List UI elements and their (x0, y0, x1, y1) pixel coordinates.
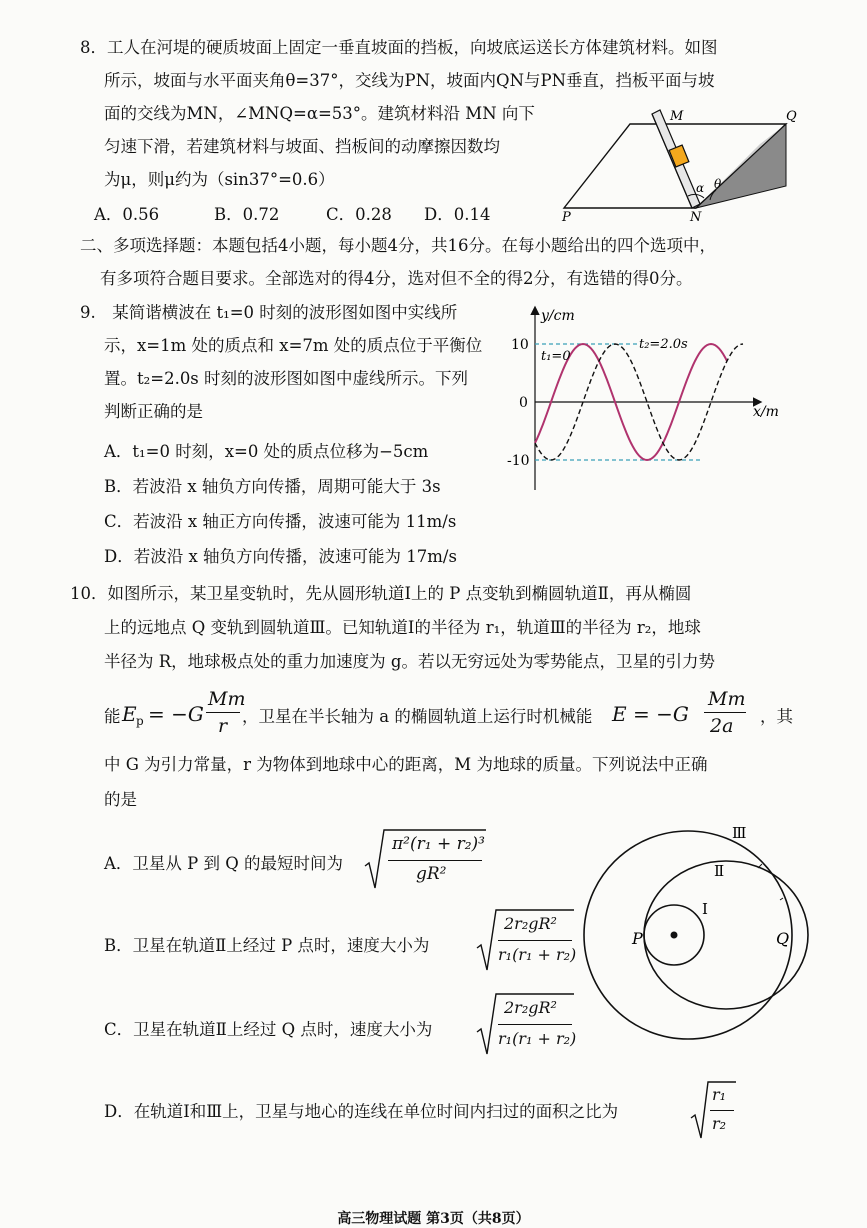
label-ii: Ⅱ (714, 862, 725, 880)
rad-d-num: r₁ (712, 1085, 727, 1104)
page-footer: 高三物理试题 第3页（共8页） (337, 1211, 530, 1227)
q9-option-d: D．若波沿 x 轴负方向传播，波速可能为 17m/s (104, 547, 457, 566)
label-m: M (670, 109, 684, 124)
orbit-iii (584, 831, 792, 1039)
q10-option-a: A．卫星从 P 到 Q 的最短时间为 (104, 854, 344, 873)
t1-label: t₁=0 (541, 349, 571, 364)
q10-option-d: D．在轨道Ⅰ和Ⅲ上，卫星与地心的连线在单位时间内扫过的面积之比为 (104, 1102, 619, 1121)
q8-line-3: 面的交线为MN，∠MNQ=α=53°。建筑材料沿 MN 向下 (104, 104, 535, 123)
t2-label: t₂=2.0s (639, 337, 688, 352)
q8-option-b: B．0.72 (214, 205, 280, 224)
radical-b (476, 908, 576, 974)
rad-b-num: 2r₂gR² (504, 914, 557, 933)
q10-line-2: 上的远地点 Q 变轨到圆轨道Ⅲ。已知轨道Ⅰ的半径为 r₁，轨道Ⅲ的半径为 r₂，地球 (104, 618, 701, 637)
q9-line-2: 示，x=1m 处的质点和 x=7m 处的质点位于平衡位 (104, 336, 483, 355)
q8-option-a: A．0.56 (94, 205, 160, 224)
radical-a (364, 828, 488, 892)
formula-ep (122, 688, 262, 736)
q8-line-1: 8．工人在河堤的硬质坡面上固定一垂直坡面的挡板，向坡底运送长方体建筑材料。如图 (80, 38, 718, 57)
formula-e (612, 688, 746, 737)
label-p: P (632, 929, 643, 948)
rad-b-den: r₁(r₁ + r₂) (498, 945, 577, 964)
tick-minus-10: -10 (507, 453, 530, 469)
label-theta: θ (714, 177, 722, 191)
ep-eq: = −G (148, 702, 204, 726)
rad-a-den: gR² (416, 864, 447, 884)
rad-a-num: π²(r₁ + r₂)³ (392, 834, 486, 854)
e-lhs: E = −G (612, 702, 689, 726)
q8-line-4: 匀速下滑，若建筑材料与坡面、挡板间的动摩擦因数均 (104, 137, 500, 156)
section-2-line-1: 二、多项选择题：本题包括4小题，每小题4分，共16分。在每小题给出的四个选项中， (80, 236, 716, 255)
q9-line-4: 判断正确的是 (104, 402, 203, 421)
q8-line-2: 所示，坡面与水平面夹角θ=37°，交线为PN，坡面内QN与PN垂直，挡板平面与坡 (104, 71, 715, 90)
rad-c-num: 2r₂gR² (504, 998, 557, 1017)
q10-option-c: C．卫星在轨道Ⅱ上经过 Q 点时，速度大小为 (104, 1020, 433, 1039)
e-num: Mm (708, 688, 746, 710)
y-axis-label: y/cm (541, 308, 575, 324)
q8-option-d: D．0.14 (424, 205, 491, 224)
ep-sub: p (136, 714, 144, 728)
q10-option-b: B．卫星在轨道Ⅱ上经过 P 点时，速度大小为 (104, 936, 430, 955)
tick-10: 10 (511, 337, 529, 353)
q10-line-4a: 能 (104, 707, 121, 726)
q9-option-c: C．若波沿 x 轴正方向传播，波速可能为 11m/s (104, 512, 457, 531)
q9-wave-figure (505, 300, 790, 495)
q10-line-5: 中 G 为引力常量，r 为物体到地球中心的距离，M 为地球的质量。下列说法中正确 (104, 755, 708, 774)
rad-d-den: r₂ (712, 1114, 727, 1133)
label-alpha: α (696, 181, 705, 195)
radical-c (476, 992, 576, 1058)
q8-line-5: 为μ，则μ约为（sin37°=0.6） (104, 170, 335, 189)
earth-center (671, 932, 678, 939)
ep-den: r (218, 715, 228, 737)
q10-line-1: 10．如图所示，某卫星变轨时，先从圆形轨道Ⅰ上的 P 点变轨到椭圆轨道Ⅱ，再从椭圆 (70, 584, 692, 603)
section-2-line-2: 有多项符合题目要求。全部选对的得4分，选对但不全的得2分，有选错的得0分。 (100, 269, 693, 288)
ep-lhs: E (122, 702, 137, 726)
radical-d (690, 1080, 738, 1142)
ep-num: Mm (208, 688, 246, 710)
label-q: Q (786, 109, 797, 124)
x-axis-label: x/m (753, 404, 779, 420)
tick-0: 0 (519, 395, 528, 411)
q9-line-1: 9. 某简谐横波在 t₁=0 时刻的波形图如图中实线所 (80, 303, 458, 322)
rad-c-den: r₁(r₁ + r₂) (498, 1029, 577, 1048)
q9-option-b: B．若波沿 x 轴负方向传播，周期可能大于 3s (104, 477, 441, 496)
q10-line-6: 的是 (104, 790, 137, 809)
label-q: Q (776, 929, 790, 948)
q10-orbit-figure (580, 820, 810, 1050)
label-p: P (562, 210, 571, 222)
q8-slope-figure (560, 104, 800, 222)
q10-line-4b: ，卫星在半长轴为 a 的椭圆轨道上运行时机械能 (242, 707, 593, 726)
e-den: 2a (710, 715, 734, 737)
label-i: Ⅰ (702, 900, 708, 918)
q8-option-c: C．0.28 (326, 205, 392, 224)
q9-line-3: 置。t₂=2.0s 时刻的波形图如图中虚线所示。下列 (104, 369, 469, 388)
q10-line-3: 半径为 R，地球极点处的重力加速度为 g。若以无穷远处为零势能点，卫星的引力势 (104, 652, 715, 671)
q9-option-a: A．t₁=0 时刻，x=0 处的质点位移为−5cm (104, 442, 429, 461)
label-iii: Ⅲ (732, 824, 747, 842)
q10-line-4c: ，其 (760, 707, 793, 726)
label-n: N (690, 210, 702, 222)
